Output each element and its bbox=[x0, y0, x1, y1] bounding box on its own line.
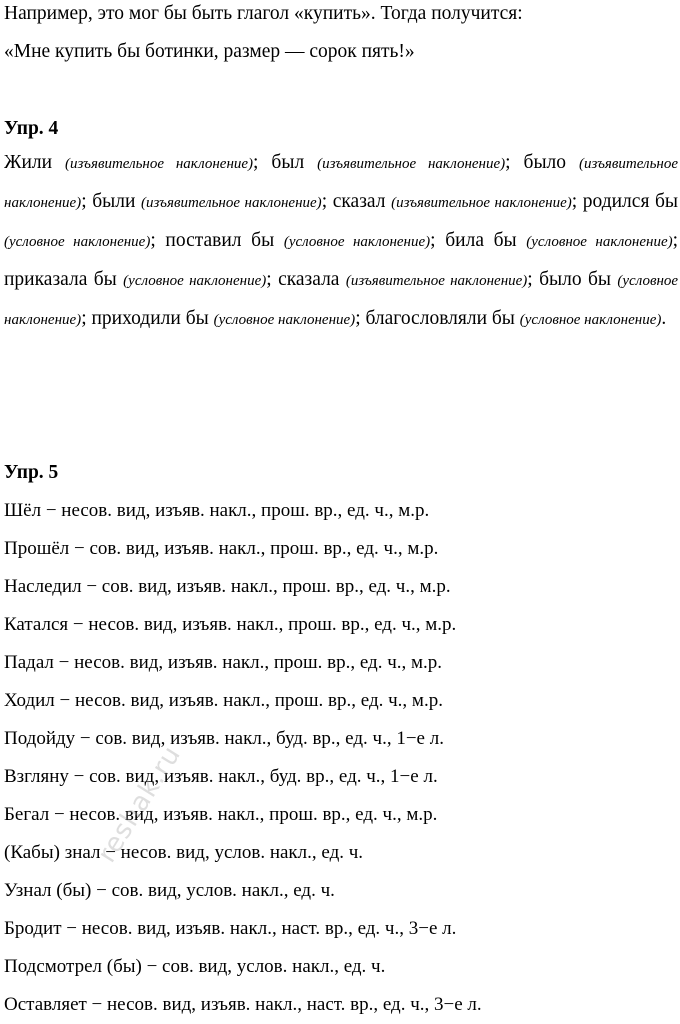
intro-line-2: «Мне купить бы ботинки, размер — сорок пять!» bbox=[4, 41, 415, 62]
ex5-line: Шёл − несов. вид, изъяв. накл., прош. вр., ед. ч., м.р. bbox=[4, 500, 430, 521]
ex4-word: сказала bbox=[278, 269, 340, 290]
ex4-word: сказал bbox=[332, 191, 386, 212]
ex4-sep: ; bbox=[266, 269, 272, 290]
ex5-line: Катался − несов. вид, изъяв. накл., прош. вр., ед. ч., м.р. bbox=[4, 614, 457, 635]
ex4-gloss: (условное наклонение) bbox=[519, 312, 662, 328]
ex4-word: поставил бы bbox=[165, 230, 275, 251]
ex4-sep: ; bbox=[505, 152, 511, 173]
ex4-sep: ; bbox=[430, 230, 436, 251]
ex4-sep: ; bbox=[81, 308, 87, 329]
ex4-gloss: (изъявительное наклонение) bbox=[65, 156, 254, 172]
watermark: reshak.ru bbox=[92, 740, 188, 868]
exercise-4-paragraph bbox=[4, 144, 678, 339]
ex4-gloss: (условное наклонение) bbox=[4, 234, 151, 250]
ex4-word: Жили bbox=[4, 152, 53, 173]
intro-line-1: Например, это мог бы быть глагол «купить». Тогда получится: bbox=[4, 3, 523, 24]
ex5-line: Бродит − несов. вид, изъяв. накл., наст. вр., ед. ч., 3−е л. bbox=[4, 918, 457, 939]
ex4-sep: ; bbox=[355, 308, 361, 329]
ex4-sep: ; bbox=[321, 191, 328, 212]
ex4-word: приказала бы bbox=[4, 269, 117, 290]
exercise-4-heading: Упр. 4 bbox=[4, 118, 59, 139]
ex4-word: приходили бы bbox=[91, 308, 209, 329]
ex4-sep: ; bbox=[253, 152, 259, 173]
ex5-line: Падал − несов. вид, изъяв. накл., прош. вр., ед. ч., м.р. bbox=[4, 652, 443, 673]
ex4-sep: ; bbox=[571, 191, 578, 212]
ex5-line: Подсмотрел (бы) − сов. вид, услов. накл., ед. ч. bbox=[4, 956, 386, 977]
ex5-line: (Кабы) знал − несов. вид, услов. накл., ед. ч. bbox=[4, 842, 364, 863]
ex4-gloss: (изъявительное наклонение) bbox=[391, 195, 572, 211]
ex5-line: Узнал (бы) − сов. вид, услов. накл., ед. ч. bbox=[4, 880, 335, 901]
ex4-sep: ; bbox=[81, 191, 87, 212]
ex5-line: Оставляет − несов. вид, изъяв. накл., наст. вр., ед. ч., 3−е л. bbox=[4, 994, 482, 1015]
ex4-sep: ; bbox=[150, 230, 156, 251]
ex4-word: била бы bbox=[445, 230, 517, 251]
ex4-gloss: (условное наклонение) bbox=[526, 234, 673, 250]
ex5-line: Подойду − сов. вид, изъяв. накл., буд. вр., ед. ч., 1−е л. bbox=[4, 728, 444, 749]
ex4-gloss: (изъявительное наклонение) bbox=[317, 156, 506, 172]
exercise-5-heading: Упр. 5 bbox=[4, 462, 59, 483]
ex4-gloss: (изъявительное наклонение) bbox=[141, 195, 322, 211]
ex5-line: Взгляну − сов. вид, изъяв. накл., буд. вр., ед. ч., 1−е л. bbox=[4, 766, 438, 787]
ex4-sep: . bbox=[661, 308, 667, 329]
ex5-line: Бегал − несов. вид, изъяв. накл., прош. вр., ед. ч., м.р. bbox=[4, 804, 438, 825]
ex5-line: Прошёл − сов. вид, изъяв. накл., прош. вр., ед. ч., м.р. bbox=[4, 538, 439, 559]
ex4-word: было bbox=[523, 152, 567, 173]
ex4-gloss: (условное наклонение) bbox=[283, 234, 431, 250]
ex4-word: родился бы bbox=[582, 191, 679, 212]
ex4-word: было бы bbox=[539, 269, 612, 290]
ex4-word: благословляли бы bbox=[365, 308, 515, 329]
ex4-word: были bbox=[92, 191, 136, 212]
ex4-word: был bbox=[271, 152, 305, 173]
ex5-line: Ходил − несов. вид, изъяв. накл., прош. вр., ед. ч., м.р. bbox=[4, 690, 443, 711]
ex4-sep: ; bbox=[527, 269, 533, 290]
ex4-sep: ; bbox=[672, 230, 679, 251]
ex4-gloss: (изъявительное наклонение) bbox=[345, 273, 528, 289]
ex4-gloss: (изъявительное наклонение) bbox=[4, 156, 679, 211]
ex4-gloss: (условное наклонение) bbox=[213, 312, 356, 328]
ex4-gloss: (условное наклонение) bbox=[123, 273, 267, 289]
ex5-line: Наследил − сов. вид, изъяв. накл., прош. вр., ед. ч., м.р. bbox=[4, 576, 451, 597]
ex4-gloss: (условное наклонение) bbox=[4, 273, 679, 328]
